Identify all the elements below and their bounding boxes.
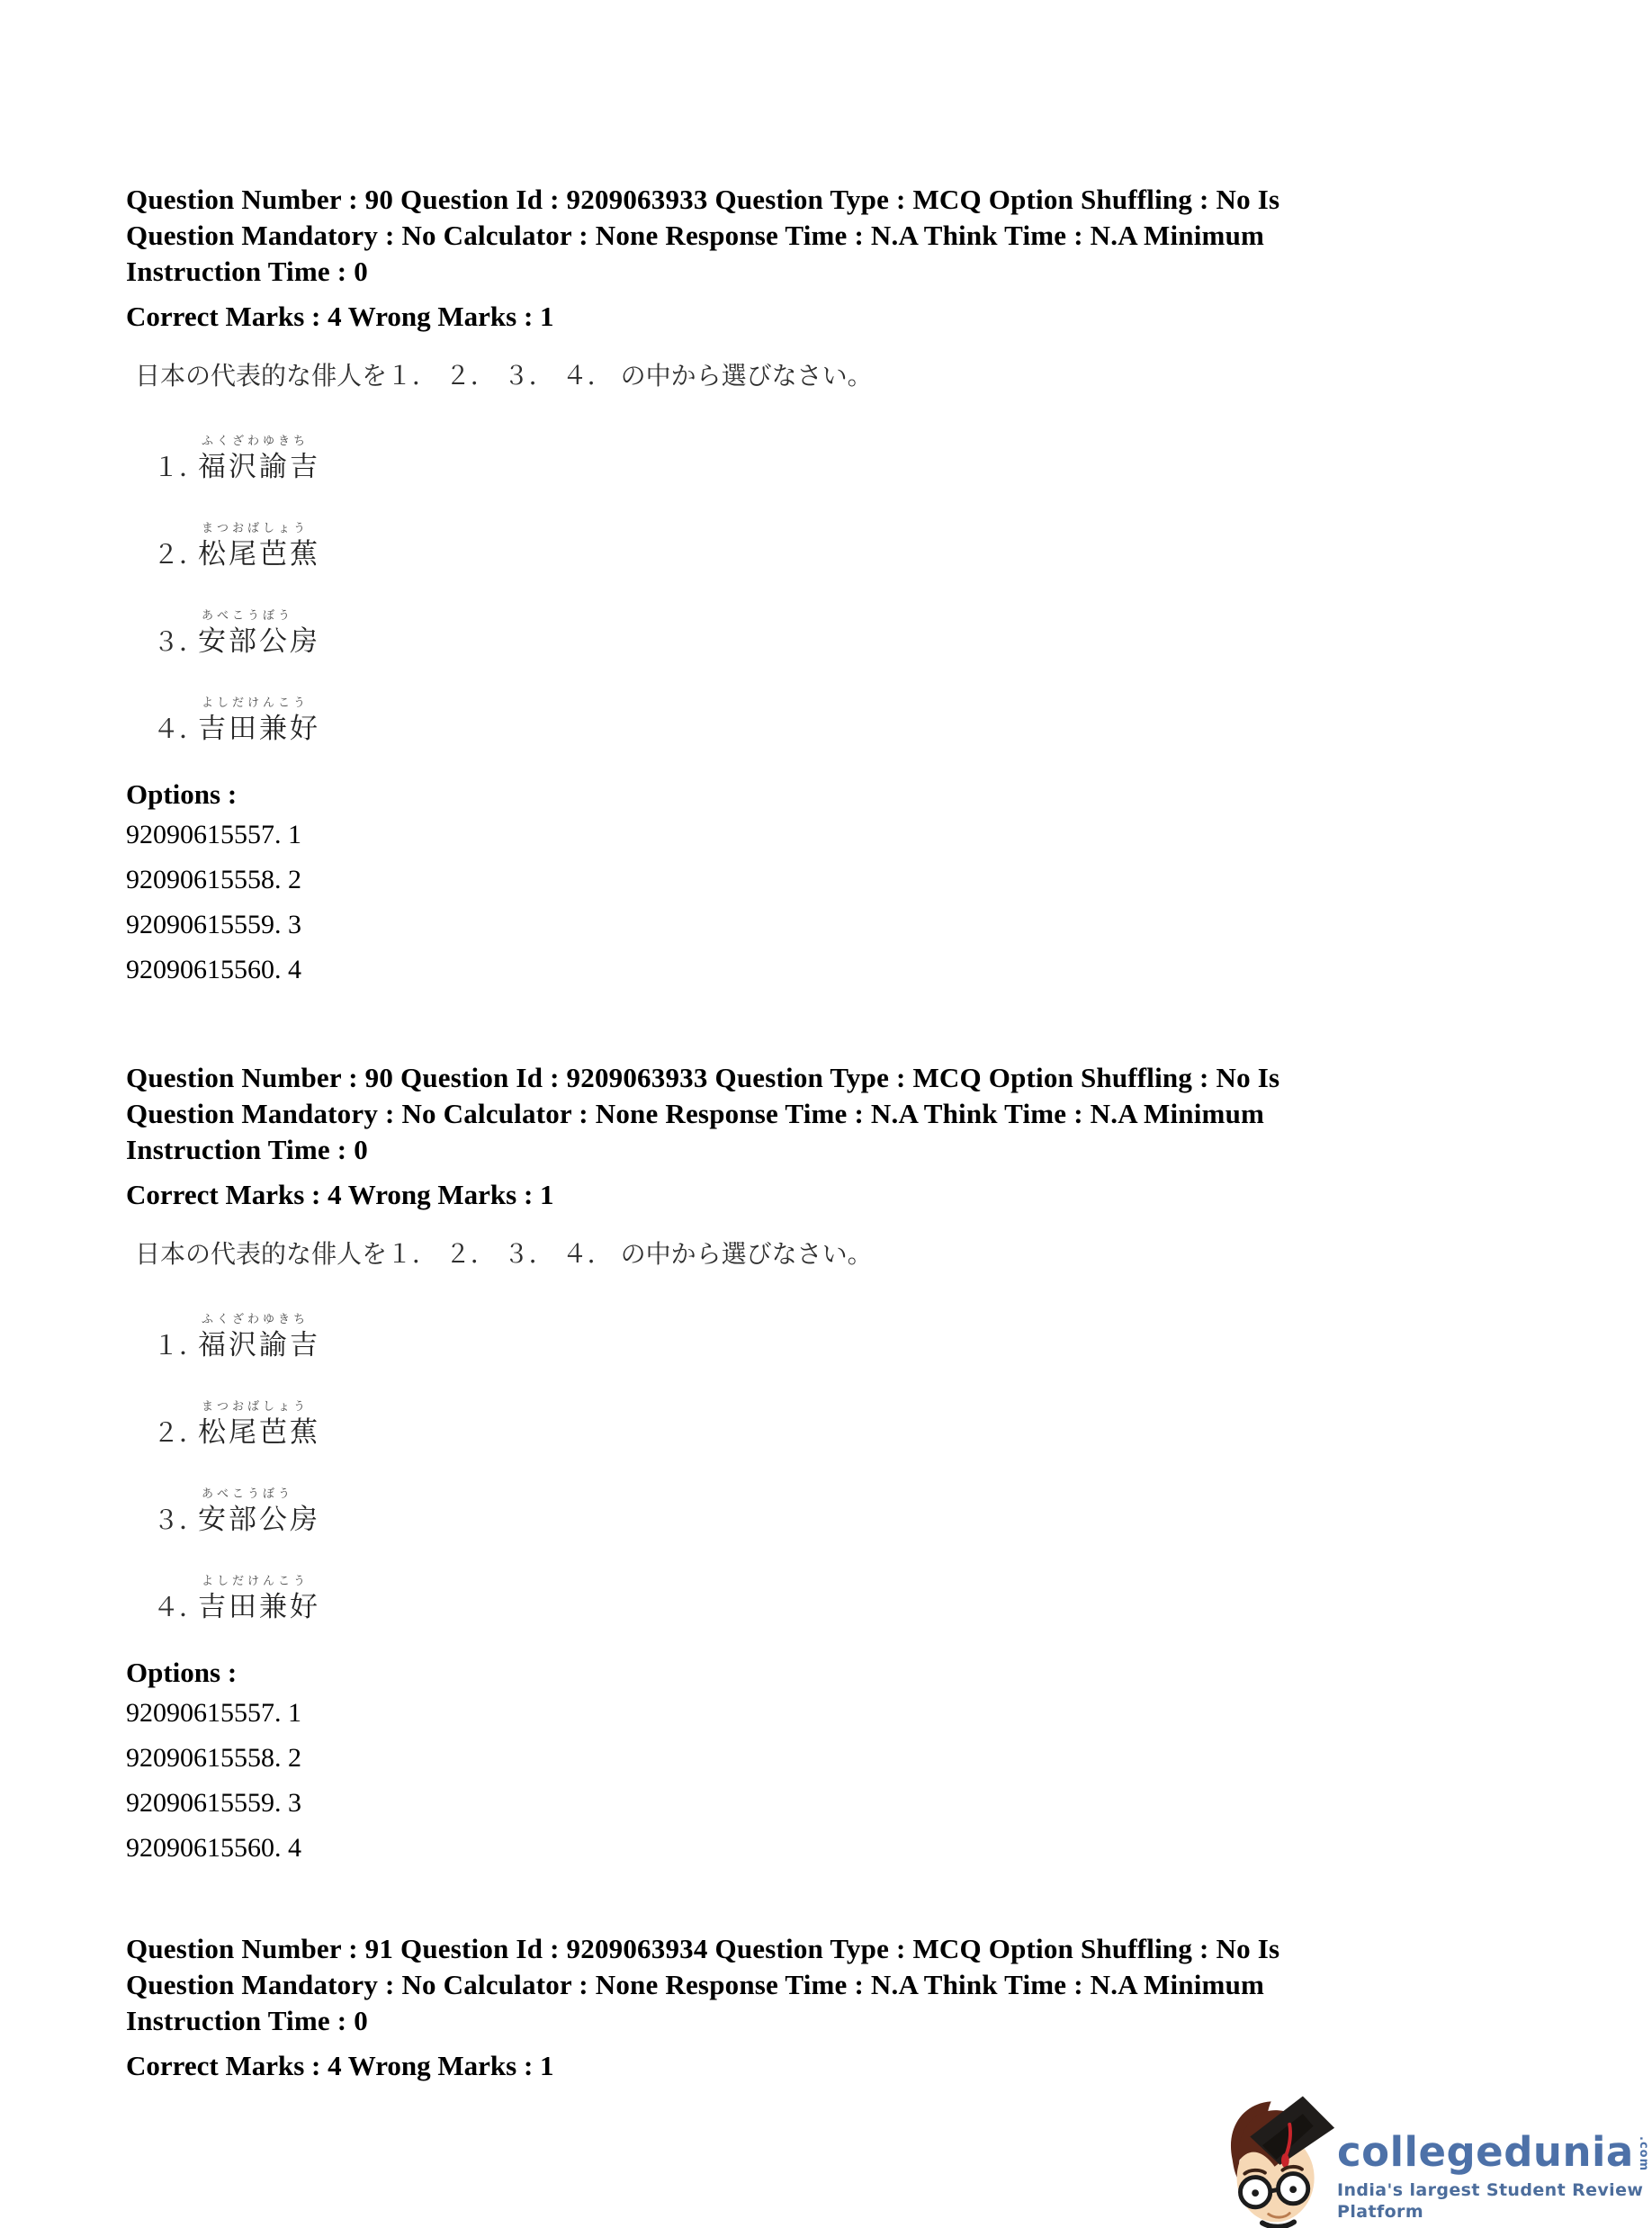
choice-number: ２．: [153, 1417, 206, 1448]
choice-furigana-text: まつおばしょう: [202, 522, 310, 535]
choice-number: ４．: [153, 1592, 206, 1622]
choice-furigana-text: まつおばしょう: [202, 1400, 310, 1414]
brand-name: collegedunia: [1337, 2128, 1634, 2176]
choices-list: [153, 434, 1557, 748]
option-id-item: 92090615557. 1: [126, 820, 301, 849]
brand-row: [1337, 2128, 1652, 2176]
choice-kanji-text: 福沢諭吉: [198, 1329, 320, 1361]
choice-kanji-text: 吉田兼好: [198, 1591, 320, 1623]
choice-furigana-text: よしだけんこう: [202, 696, 310, 710]
brand-domain-suffix: .com: [1636, 2136, 1650, 2172]
choice-number: ３．: [153, 626, 206, 657]
question-block-90-first: [126, 182, 1557, 993]
collegedunia-logo: [1220, 2088, 1652, 2228]
choice-item: [153, 1312, 1557, 1364]
marks-line: Correct Marks : 4 Wrong Marks : 1: [126, 1179, 554, 1210]
choice-number: ２．: [153, 539, 206, 570]
question-meta-line-3: Instruction Time : 0: [126, 256, 368, 287]
question-meta-line-2: Question Mandatory : No Calculator : None Response Time : N.A Think Time : N.A Minimum: [126, 220, 1265, 251]
question-block-91: [126, 1931, 1557, 2084]
question-meta-line-1: Question Number : 90 Question Id : 9209063933 Question Type : MCQ Option Shuffling : No Is: [126, 1062, 1280, 1093]
choice-item: [153, 434, 1557, 486]
option-id-item: 92090615558. 2: [126, 1743, 301, 1773]
question-meta-line-1: Question Number : 91 Question Id : 9209063934 Question Type : MCQ Option Shuffling : No Is: [126, 1933, 1280, 1964]
choice-item: [153, 1574, 1557, 1626]
choice-item: [153, 1399, 1557, 1451]
choice-number: ４．: [153, 714, 206, 744]
marks-line: Correct Marks : 4 Wrong Marks : 1: [126, 2050, 554, 2081]
option-id-item: 92090615559. 3: [126, 910, 301, 939]
choice-number: １．: [153, 1330, 206, 1361]
option-id-list: [126, 1691, 1557, 1871]
question-meta-line-1: Question Number : 90 Question Id : 9209063933 Question Type : MCQ Option Shuffling : No Is: [126, 184, 1280, 215]
option-id-item: 92090615560. 4: [126, 1833, 301, 1863]
choice-furigana-text: ふくざわゆきち: [202, 1313, 310, 1326]
choice-ruby: [198, 696, 320, 748]
options-heading: Options :: [126, 1657, 238, 1688]
choice-ruby: [198, 1399, 320, 1451]
choice-furigana-text: あべこうぼう: [202, 1487, 294, 1501]
marks-line: Correct Marks : 4 Wrong Marks : 1: [126, 301, 554, 332]
options-heading: Options :: [126, 778, 238, 810]
question-meta-line-3: Instruction Time : 0: [126, 1134, 368, 1165]
choices-list: [153, 1312, 1557, 1626]
option-id-item: 92090615558. 2: [126, 865, 301, 894]
choice-item: [153, 1487, 1557, 1539]
brand-tagline: India's largest Student Review Platform: [1337, 2180, 1644, 2222]
choice-item: [153, 521, 1557, 573]
choice-ruby: [198, 1574, 320, 1626]
option-id-item: 92090615559. 3: [126, 1788, 301, 1818]
question-text-japanese: 日本の代表的な俳人を１． ２． ３． ４． の中から選びなさい。: [135, 361, 873, 391]
question-meta-line-2: Question Mandatory : No Calculator : None Response Time : N.A Think Time : N.A Minimum: [126, 1098, 1265, 1129]
choice-furigana-text: ふくざわゆきち: [202, 435, 310, 448]
choice-item: [153, 608, 1557, 660]
question-meta: [126, 1931, 1557, 2039]
choice-item: [153, 696, 1557, 748]
choice-kanji-text: 福沢諭吉: [198, 451, 320, 483]
choice-number: ３．: [153, 1505, 206, 1535]
choice-kanji-text: 安部公房: [198, 1504, 320, 1536]
choice-number: １．: [153, 452, 206, 482]
choice-ruby: [198, 434, 320, 486]
question-text-japanese: 日本の代表的な俳人を１． ２． ３． ４． の中から選びなさい。: [135, 1239, 873, 1269]
choice-kanji-text: 安部公房: [198, 625, 320, 658]
choice-kanji-text: 松尾芭蕉: [198, 538, 320, 570]
option-id-list: [126, 813, 1557, 993]
choice-furigana-text: あべこうぼう: [202, 609, 294, 623]
choice-kanji-text: 松尾芭蕉: [198, 1416, 320, 1449]
logo-text: [1337, 2128, 1652, 2223]
option-id-item: 92090615560. 4: [126, 955, 301, 984]
question-meta: [126, 1060, 1557, 1168]
question-meta: [126, 182, 1557, 290]
question-block-90-second: [126, 1060, 1557, 1871]
choice-ruby: [198, 608, 320, 660]
option-id-item: 92090615557. 1: [126, 1698, 301, 1728]
graduate-mascot-icon: [1220, 2088, 1339, 2228]
question-meta-line-2: Question Mandatory : No Calculator : None Response Time : N.A Think Time : N.A Minimum: [126, 1969, 1265, 2000]
choice-ruby: [198, 1312, 320, 1364]
question-meta-line-3: Instruction Time : 0: [126, 2005, 368, 2036]
choice-furigana-text: よしだけんこう: [202, 1575, 310, 1588]
choice-ruby: [198, 1487, 320, 1539]
choice-ruby: [198, 521, 320, 573]
choice-kanji-text: 吉田兼好: [198, 713, 320, 745]
